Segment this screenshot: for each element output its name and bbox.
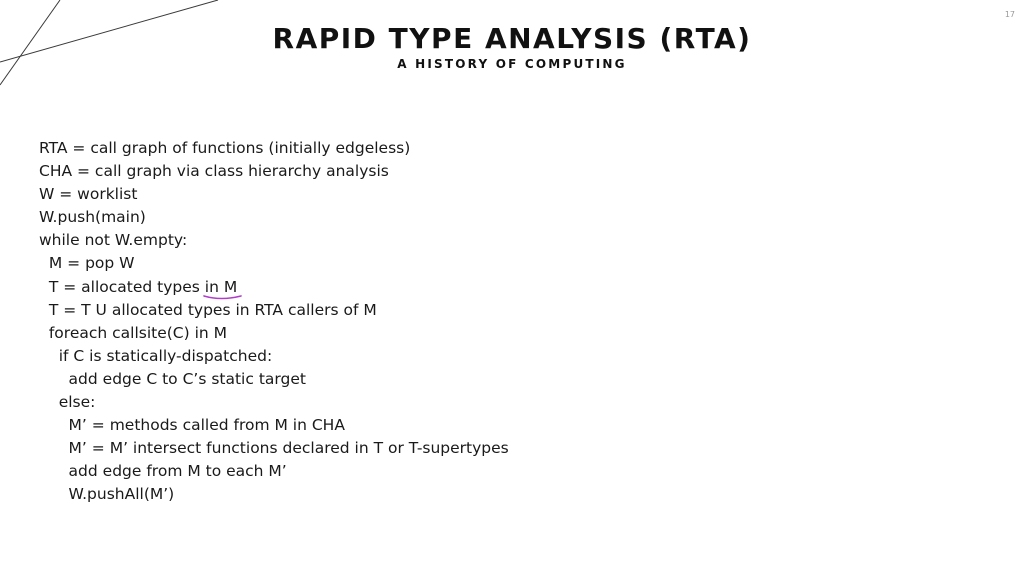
code-line: else:	[39, 393, 96, 412]
code-line: M = pop W	[39, 254, 135, 273]
slide-subtitle: A HISTORY OF COMPUTING	[397, 57, 627, 71]
code-line: if C is statically-dispatched:	[39, 346, 273, 365]
slide-number: 17	[1004, 10, 1015, 19]
code-line: while not W.empty:	[39, 231, 188, 250]
code-line: add edge from M to each M’	[39, 462, 287, 481]
underlined-text	[205, 276, 237, 299]
slide-title: RAPID TYPE ANALYSIS (RTA)	[272, 22, 752, 55]
pseudocode-block	[39, 137, 509, 507]
code-line-text: T = allocated types	[39, 277, 205, 296]
code-line-with-underline	[39, 276, 509, 299]
code-line: W = worklist	[39, 185, 138, 204]
code-line: M’ = M’ intersect functions declared in T or T-supertypes	[39, 439, 509, 458]
code-line: foreach callsite(C) in M	[39, 323, 228, 342]
code-line: RTA = call graph of functions (initially edgeless)	[39, 139, 411, 157]
code-line: M’ = methods called from M in CHA	[39, 416, 345, 435]
code-line: W.push(main)	[39, 208, 146, 227]
code-line: W.pushAll(M’)	[39, 485, 175, 504]
underlined-text-label: in M	[204, 277, 238, 296]
code-line: add edge C to C’s static target	[39, 369, 306, 388]
code-line: T = T U allocated types in RTA callers of M	[39, 300, 377, 319]
code-line: CHA = call graph via class hierarchy analysis	[39, 162, 389, 181]
